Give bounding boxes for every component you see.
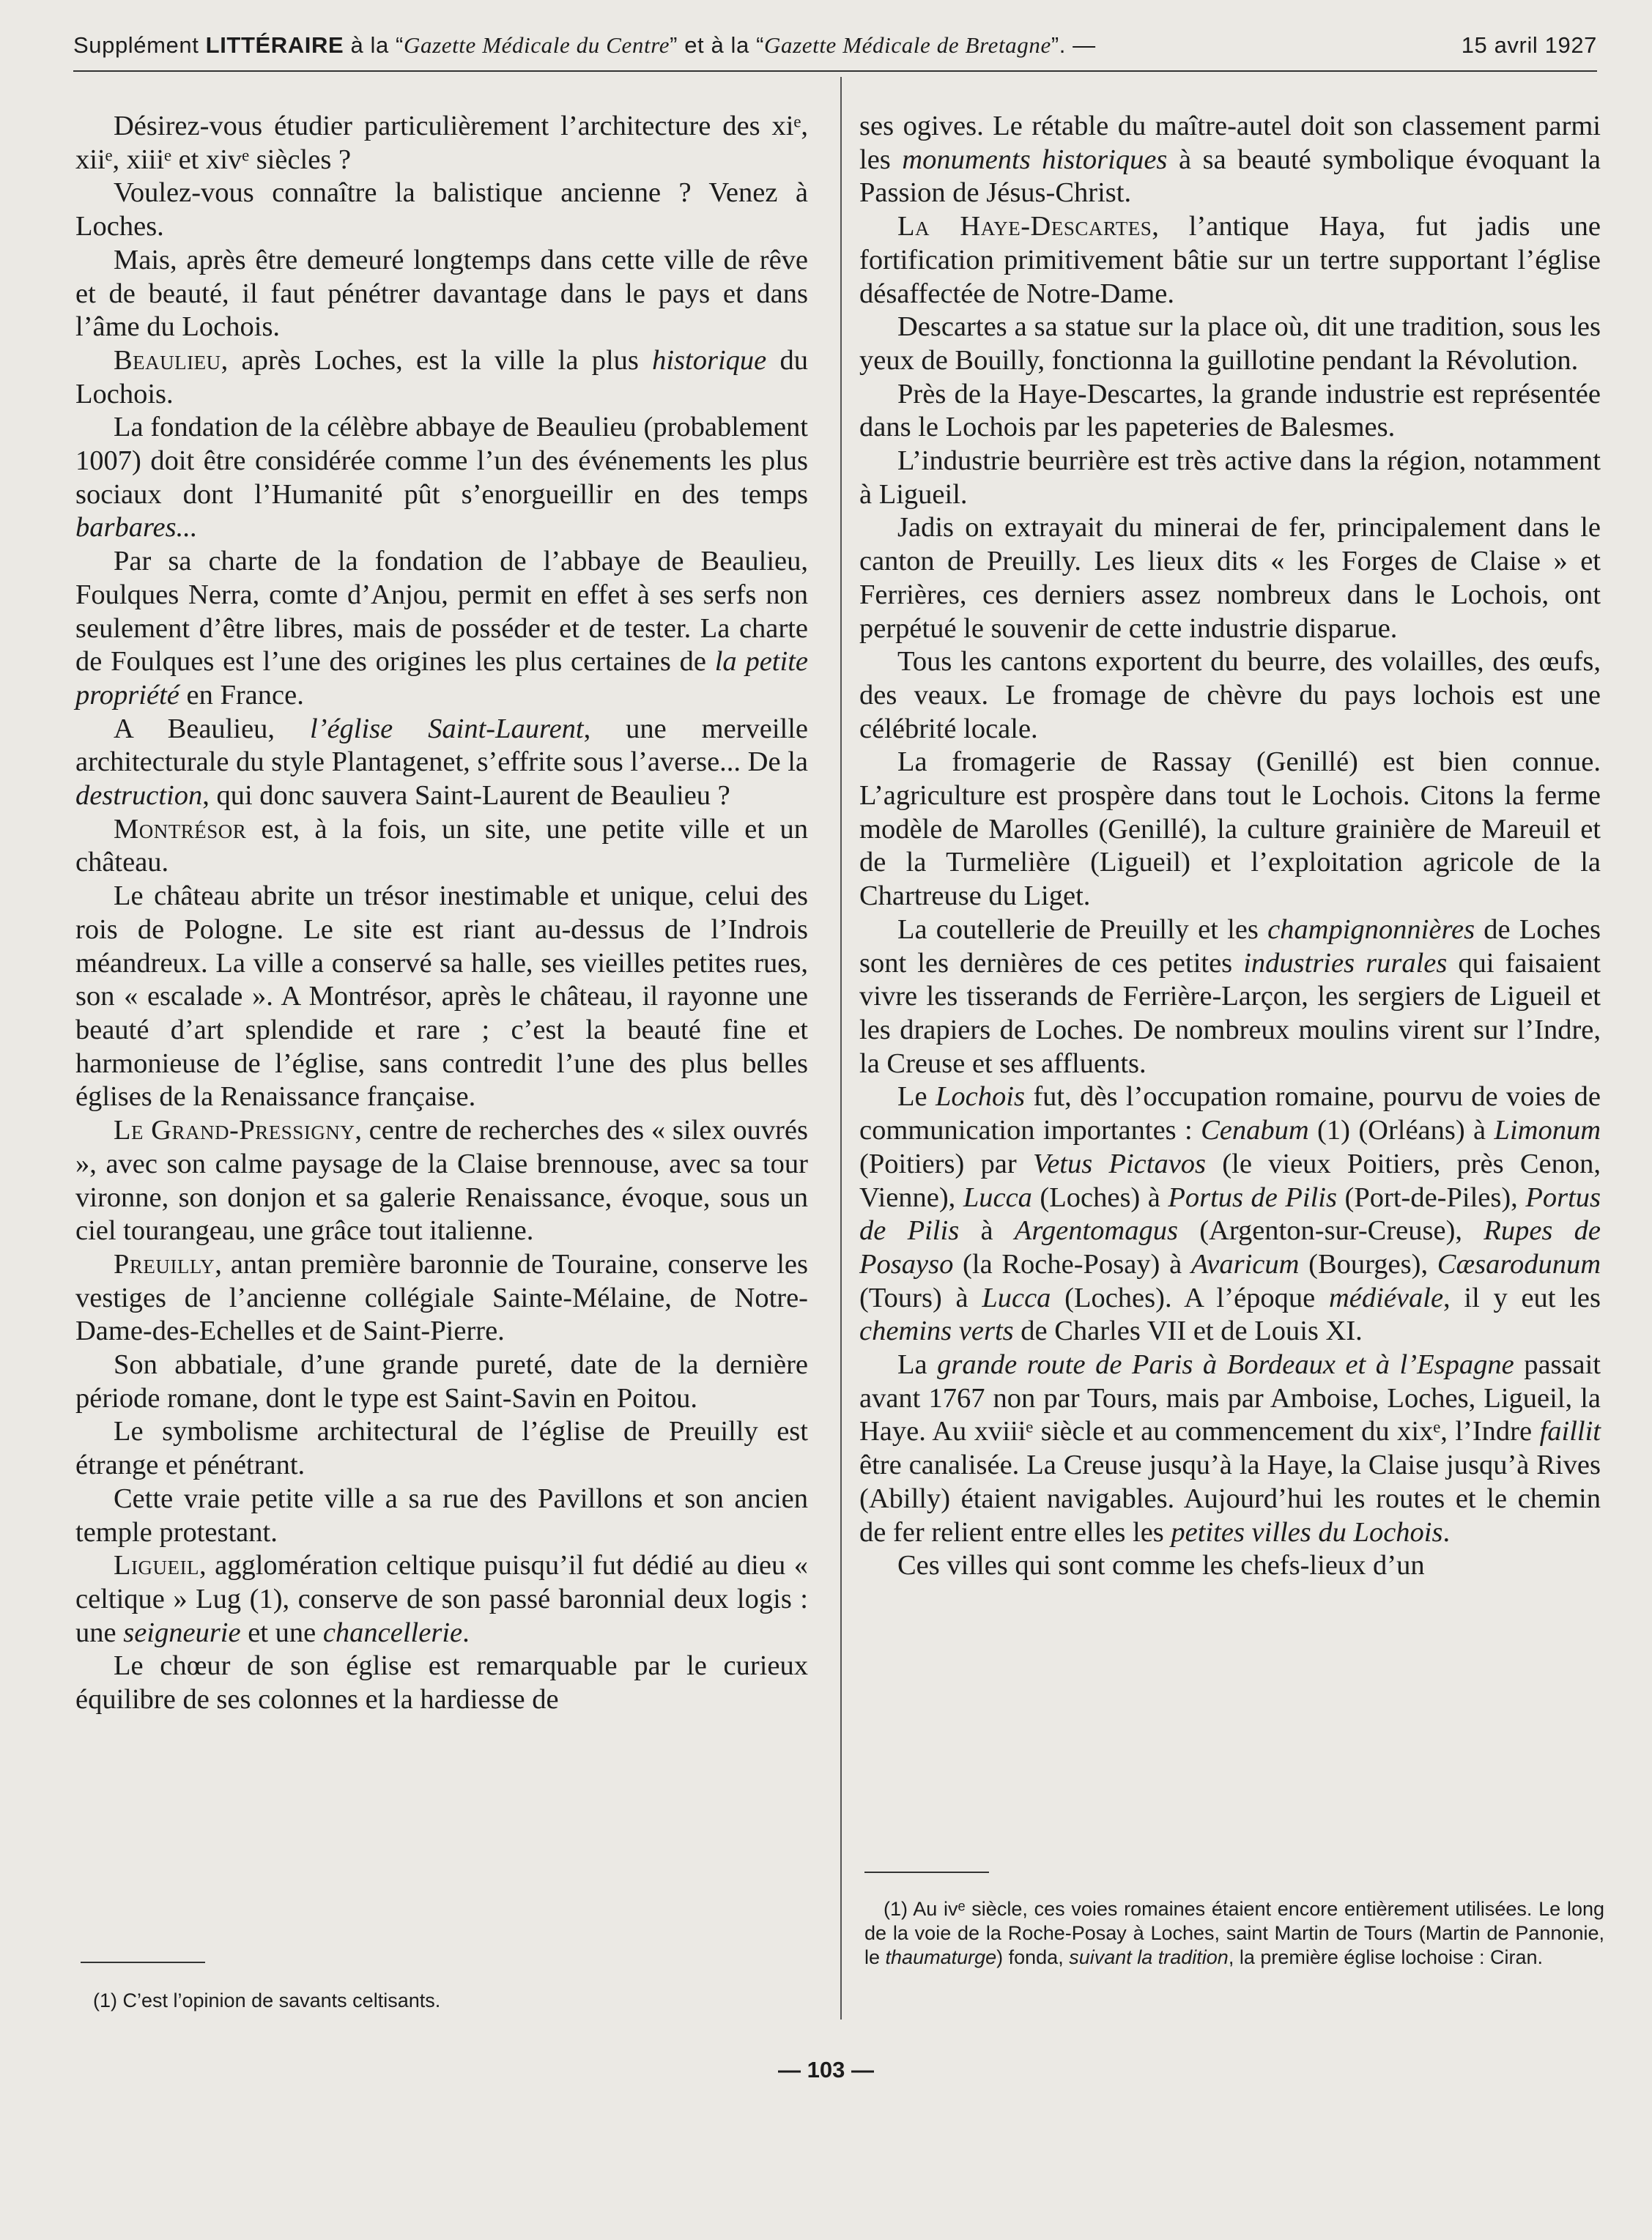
footnote-left: (1) C’est l’opinion de savants celtisants. bbox=[93, 1989, 441, 2011]
italic-run: Lucca bbox=[982, 1282, 1051, 1313]
text-run: La fondation de la célèbre abbaye de Beaulieu (probablement 1007) doit être considérée comme l’un des événements les plus sociaux dont l’Humanité pût s’enorgueillir en des temps bbox=[75, 412, 808, 510]
paragraph: Le château abrite un trésor inestimable et unique, celui des rois de Pologne. Le site est riant au-dessus de l’Indrois méandreux. La ville a conservé sa halle, ses vieilles petites rues, son « escalade ». A Montrésor, après le château, il rayonne une beauté d’art splendide et rare ; c’est la beauté fine et harmonieuse de l’église, sans contredit l’une des plus belles églises de la Renaissance française. bbox=[75, 880, 808, 1113]
paragraph: Descartes a sa statue sur la place où, dit une tradition, sous les yeux de Bouilly, fonctionna la guillotine pendant la Révolution. bbox=[859, 311, 1601, 376]
paragraph: Près de la Haye-Descartes, la grande industrie est représentée dans le Lochois par les papeteries de Balesmes. bbox=[859, 378, 1601, 443]
text-run: , il y eut les bbox=[1443, 1282, 1601, 1313]
paragraph: Mais, après être demeuré longtemps dans cette ville de rêve et de beauté, il faut pénétrer davantage dans le pays et dans l’âme du Lochois. bbox=[75, 244, 808, 343]
text-run: . bbox=[1442, 1516, 1451, 1548]
italic-run: industries rurales bbox=[1243, 947, 1448, 979]
italic-run: thaumaturge bbox=[885, 1946, 997, 1968]
text-run: . bbox=[462, 1617, 470, 1648]
text-run: de Charles VII et de Louis XI. bbox=[1013, 1316, 1363, 1347]
text-run: Par sa charte de la fondation de l’abbaye de Beaulieu, Foulques Nerra, comte d’Anjou, permit en effet à ses serfs non seulement d’être libres, mais de posséder et de tester. La charte de Foulques est l’une des origines les plus certaines de bbox=[75, 546, 808, 678]
text-run: du Lochois. bbox=[75, 344, 808, 409]
italic-run: Limonum bbox=[1494, 1115, 1601, 1146]
place-name: Montrésor bbox=[114, 813, 247, 845]
paragraph bbox=[75, 1549, 808, 1650]
text-run: (Tours) à bbox=[859, 1282, 982, 1313]
paragraph bbox=[75, 713, 808, 813]
italic-run: grande route de Paris à Bordeaux et à l’Espagne bbox=[937, 1349, 1514, 1381]
italic-run: Portus de Pilis bbox=[1168, 1182, 1337, 1213]
italic-run: Vetus Pictavos bbox=[1032, 1148, 1207, 1179]
text-run: (Port-de-Piles), bbox=[1337, 1182, 1526, 1213]
header-rule bbox=[73, 70, 1597, 72]
place-name: Le Grand-Pressigny bbox=[114, 1115, 355, 1146]
text-run: La coutellerie de Preuilly et les bbox=[897, 913, 1268, 945]
header-suffix: ”. — bbox=[1051, 32, 1096, 58]
italic-run: historique bbox=[652, 344, 767, 376]
text-run: fut, dès l’occupation romaine, pourvu de voies de communication importantes : bbox=[859, 1081, 1601, 1146]
right-column bbox=[859, 110, 1601, 1583]
header-prefix: Supplément bbox=[73, 32, 199, 58]
italic-run: Argentomagus bbox=[1014, 1215, 1178, 1247]
italic-run: monuments historiques bbox=[902, 144, 1168, 175]
text-run: Le bbox=[897, 1081, 936, 1113]
text-run: (Poitiers) par bbox=[859, 1148, 1033, 1179]
paragraph: Son abbatiale, d’une grande pureté, date de la dernière période romane, dont le type est Saint-Savin en Poitou. bbox=[75, 1349, 808, 1414]
text-run: (Loches). A l’époque bbox=[1051, 1282, 1329, 1313]
text-run: , agglomération celtique puisqu’il fut dédié au dieu « celtique » Lug (1), conserve de son passé baronnial deux logis : une bbox=[75, 1550, 808, 1648]
text-run: , antan première baronnie de Touraine, conserve les vestiges de l’ancienne collégiale Sainte-Mélaine, de Notre-Dame-des-Echelles et de Saint-Pierre. bbox=[75, 1248, 808, 1347]
italic-run: seigneurie bbox=[123, 1617, 241, 1648]
header-strong: LITTÉRAIRE bbox=[205, 32, 344, 58]
text-run: , la première église lochoise : Ciran. bbox=[1228, 1946, 1544, 1968]
paragraph bbox=[75, 1114, 808, 1248]
italic-run: champignonnières bbox=[1267, 913, 1475, 945]
italic-run: Lochois bbox=[936, 1081, 1025, 1113]
paragraph bbox=[859, 1080, 1601, 1349]
italic-run: Lucca bbox=[963, 1182, 1032, 1213]
paragraph: Désirez-vous étudier particulièrement l’architecture des xiᵉ, xiiᵉ, xiiiᵉ et xivᵉ siècles ? bbox=[75, 111, 808, 175]
italic-run: Cæsarodunum bbox=[1437, 1248, 1601, 1280]
italic-run: Rupes de Posayso bbox=[859, 1215, 1601, 1280]
place-name: Beaulieu bbox=[114, 344, 221, 376]
paragraph: Le symbolisme architectural de l’église de Preuilly est étrange et pénétrant. bbox=[75, 1416, 808, 1481]
paragraph bbox=[859, 913, 1601, 1081]
italic-run: médiévale bbox=[1328, 1282, 1444, 1313]
paragraph bbox=[75, 813, 808, 880]
text-run: être canalisée. La Creuse jusqu’à la Haye, la Claise jusqu’à Rives (Abilly) étaient navigables. Aujourd’hui les routes et le chemin de fer relient entre elles les bbox=[859, 1450, 1601, 1548]
text-run: de Loches sont les dernières de ces petites bbox=[859, 913, 1601, 979]
footnote-rule bbox=[81, 1962, 205, 1963]
text-run: , une merveille architecturale du style Plantagenet, s’effrite sous l’averse... De la bbox=[75, 713, 808, 778]
paragraph bbox=[75, 411, 808, 545]
italic-run: petites villes du Lochois bbox=[1171, 1516, 1443, 1548]
footnote-right bbox=[864, 1897, 1604, 1970]
text-run: , centre de recherches des « silex ouvrés », avec son calme paysage de la Claise brennouse, avec sa tour vironne, son donjon et sa galerie Renaissance, évoque, sous un ciel tourangeau, une grâce tout italienne. bbox=[75, 1115, 808, 1247]
italic-run: chemins verts bbox=[859, 1316, 1014, 1347]
italic-run: suivant la tradition bbox=[1069, 1946, 1229, 1968]
italic-run: destruction bbox=[75, 780, 203, 812]
left-column bbox=[75, 110, 808, 1717]
paragraph: Ces villes qui sont comme les chefs-lieux d’un bbox=[897, 1550, 1425, 1581]
italic-run: la petite propriété bbox=[75, 646, 808, 711]
text-run: (la Roche-Posay) à bbox=[953, 1248, 1191, 1280]
place-name: Preuilly bbox=[114, 1248, 215, 1280]
text-run: (Bourges), bbox=[1299, 1248, 1437, 1280]
text-run: (1) (Orléans) à bbox=[1308, 1115, 1494, 1146]
header-journal-1: Gazette Médicale du Centre bbox=[403, 32, 670, 58]
text-run: est, à la fois, un site, une petite ville et un château. bbox=[75, 813, 808, 878]
paragraph bbox=[859, 210, 1601, 311]
text-run: , après Loches, est la ville la plus bbox=[221, 344, 653, 376]
text-run: ) fonda, bbox=[996, 1946, 1070, 1968]
italic-run: Portus de Pilis bbox=[859, 1182, 1601, 1247]
paragraph: La fromagerie de Rassay (Genillé) est bien connue. L’agriculture est prospère dans tout le Lochois. Citons la ferme modèle de Marolles (Genillé), la culture grainière de Mareuil et de la Turmelière (Ligueil) et l’exploitation agricole de la Chartreuse du Liget. bbox=[859, 746, 1601, 912]
text-run: (le vieux Poitiers, près Cenon, Vienne), bbox=[859, 1148, 1601, 1213]
text-run: à sa beauté symbolique évoquant la Passion de Jésus-Christ. bbox=[859, 144, 1601, 209]
text-run: (1) Au ivᵉ siècle, ces voies romaines étaient encore entièrement utilisées. Le long de la voie de la Roche-Posay à Loches, saint Martin de Tours (Martin de Pannonie, le bbox=[864, 1898, 1604, 1968]
paragraph: Voulez-vous connaître la balistique ancienne ? Venez à Loches. bbox=[75, 177, 808, 242]
header-journal-2: Gazette Médicale de Bretagne bbox=[764, 32, 1051, 58]
page-number: — 103 — bbox=[778, 2057, 874, 2083]
text-run: , qui donc sauvera Saint-Laurent de Beaulieu ? bbox=[202, 780, 730, 812]
text-run: (Argenton-sur-Creuse), bbox=[1177, 1215, 1484, 1247]
paragraph: Tous les cantons exportent du beurre, des volailles, des œufs, des veaux. Le fromage de chèvre du pays lochois est une célébrité locale. bbox=[859, 646, 1601, 744]
footnote-rule bbox=[864, 1872, 989, 1873]
text-run: à bbox=[959, 1215, 1015, 1247]
header-mid: ” et à la “ bbox=[670, 32, 764, 58]
place-name: Ligueil bbox=[114, 1550, 199, 1581]
paragraph bbox=[75, 545, 808, 713]
italic-run: Avaricum bbox=[1190, 1248, 1300, 1280]
paragraph: Cette vraie petite ville a sa rue des Pavillons et son ancien temple protestant. bbox=[75, 1483, 808, 1548]
text-run: passait avant 1767 non par Tours, mais par Amboise, Loches, Ligueil, la Haye. Au xviiiᵉ siècle et au commencement du xixᵉ, l’Indre bbox=[859, 1349, 1601, 1447]
paragraph bbox=[859, 110, 1601, 210]
text-run: La bbox=[897, 1349, 938, 1381]
header-a-la: à la “ bbox=[350, 32, 404, 58]
place-name: La Haye-Descartes bbox=[897, 211, 1152, 242]
italic-run: chancellerie bbox=[322, 1617, 463, 1648]
text-run: et une bbox=[240, 1617, 323, 1648]
paragraph bbox=[859, 1349, 1601, 1549]
paragraph: Jadis on extrayait du minerai de fer, principalement dans le canton de Preuilly. Les lieux dits « les Forges de Claise » et Ferrières, ces derniers assez nombreux dans le Lochois, ont perpétué le souvenir de cette industrie disparue. bbox=[859, 512, 1601, 644]
paragraph bbox=[75, 344, 808, 411]
paragraph: L’industrie beurrière est très active dans la région, notamment à Ligueil. bbox=[859, 445, 1601, 510]
italic-run: Cenabum bbox=[1201, 1115, 1309, 1146]
paragraph: Le chœur de son église est remarquable par le curieux équilibre de ses colonnes et la hardiesse de bbox=[75, 1650, 808, 1716]
italic-run: l’église Saint-Laurent bbox=[309, 713, 584, 744]
italic-run: barbares... bbox=[75, 512, 198, 544]
text-run: en France. bbox=[179, 679, 304, 711]
paragraph bbox=[75, 1248, 808, 1349]
text-run: ses ogives. Le rétable du maître-autel doit son classement parmi les bbox=[859, 111, 1601, 175]
text-run: (Loches) à bbox=[1031, 1182, 1168, 1213]
italic-run: faillit bbox=[1539, 1416, 1601, 1447]
text-run: , l’antique Haya, fut jadis une fortification primitivement bâtie sur un tertre supportant l’église désaffectée de Notre-Dame. bbox=[859, 211, 1601, 309]
text-run: A Beaulieu, bbox=[114, 713, 310, 744]
page-header bbox=[73, 32, 1597, 59]
text-run: qui faisaient vivre les tisserands de Ferrière-Larçon, les sergiers de Ligueil et les drapiers de Loches. De nombreux moulins virent sur l’Indre, la Creuse et ses affluents. bbox=[859, 947, 1601, 1079]
header-date: 15 avril 1927 bbox=[1461, 32, 1597, 58]
column-divider bbox=[840, 77, 842, 2020]
